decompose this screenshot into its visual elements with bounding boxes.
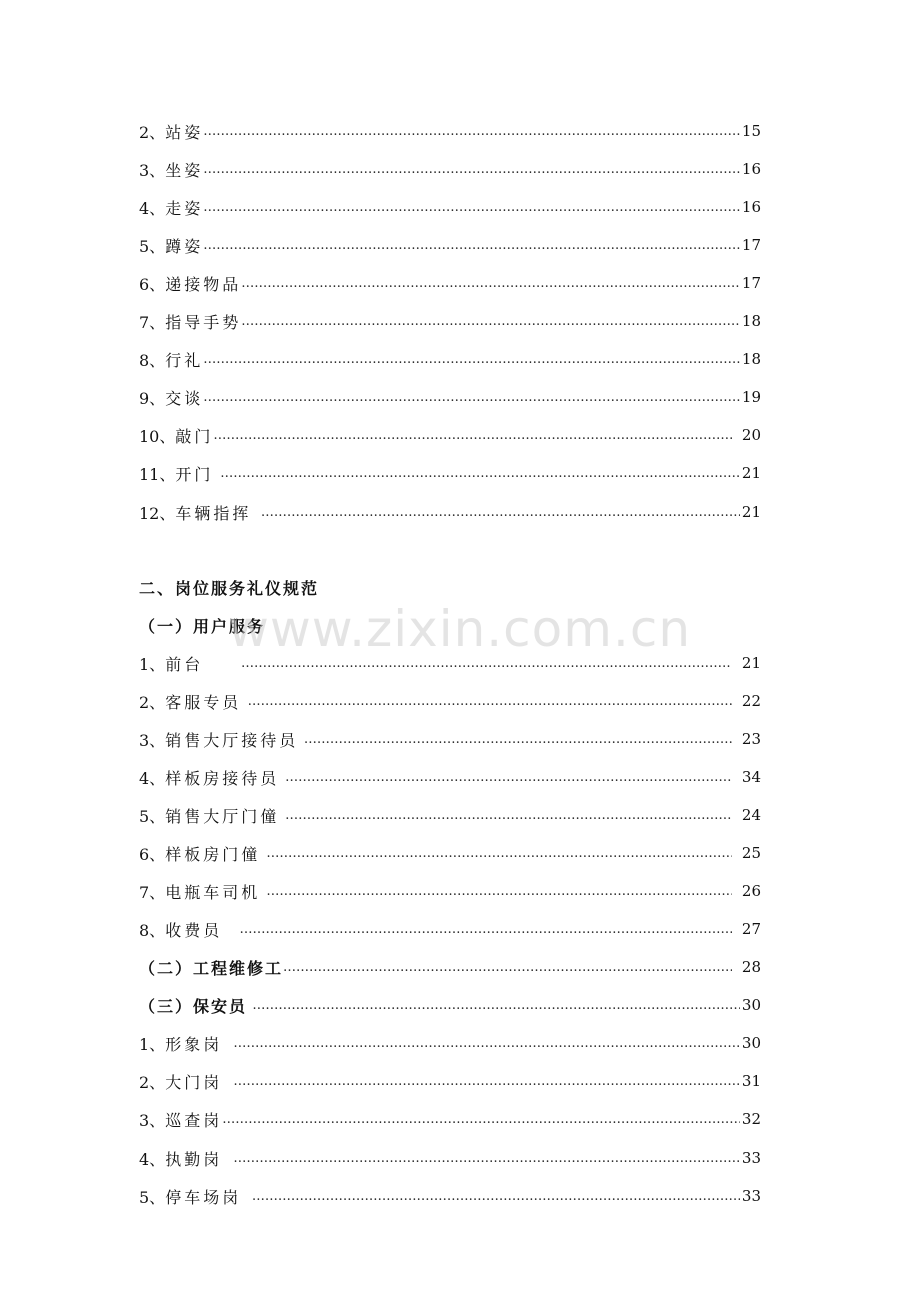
toc-entry-number: 6、 [139, 844, 166, 864]
subsection-heading[interactable]: （一）用户服务 [139, 616, 266, 636]
toc-leader-dots [203, 352, 740, 367]
toc-entry[interactable] [139, 1066, 761, 1096]
toc-entry[interactable] [139, 1028, 761, 1058]
toc-leader-dots [203, 390, 740, 405]
toc-entry[interactable] [139, 420, 761, 450]
toc-entry-number: 5、 [139, 1187, 166, 1207]
toc-entry-number: 9、 [139, 388, 166, 408]
toc-entry[interactable] [139, 800, 761, 830]
toc-entry-page: 26 [741, 882, 761, 900]
toc-entry[interactable] [139, 648, 761, 678]
toc-entry-number: 2、 [139, 692, 166, 712]
toc-entry-title: 敲门 [175, 426, 214, 446]
toc-entry-page: 22 [741, 692, 761, 710]
toc-leader-dots [283, 960, 732, 975]
toc-leader-dots [261, 505, 740, 520]
toc-entry-page: 21 [741, 654, 761, 672]
toc-entry-page: 21 [741, 503, 761, 521]
toc-entry-number: 4、 [139, 198, 166, 218]
toc-entry-page: 28 [741, 958, 761, 976]
toc-entry-number: 5、 [139, 806, 166, 826]
toc-entry-number: 6、 [139, 274, 166, 294]
toc-entry-page: 33 [741, 1187, 761, 1205]
toc-entry-number: 3、 [139, 160, 166, 180]
toc-leader-dots [248, 694, 732, 709]
toc-entry-number: 5、 [139, 236, 166, 256]
toc-entry[interactable] [139, 497, 761, 527]
toc-leader-dots [252, 1189, 740, 1204]
toc-leader-dots [213, 428, 732, 443]
watermark: www.zixin.com.cn [228, 600, 692, 658]
toc-entry[interactable] [139, 686, 761, 716]
toc-leader-dots [220, 466, 740, 481]
toc-entry-page: 21 [741, 464, 761, 482]
toc-entry-title: 电瓶车司机 [165, 882, 261, 902]
toc-entry-page: 18 [741, 312, 761, 330]
toc-entry-page: 23 [741, 730, 761, 748]
toc-entry-page: 30 [741, 1034, 761, 1052]
section-heading[interactable]: 二、岗位服务礼仪规范 [139, 578, 320, 598]
toc-entry[interactable] [139, 268, 761, 298]
toc-entry-subsection[interactable] [139, 952, 761, 982]
toc-entry-title: 指导手势 [165, 312, 242, 332]
toc-entry-number: 3、 [139, 730, 166, 750]
toc-entry-page: 17 [741, 274, 761, 292]
toc-entry-number: 1、 [139, 1034, 166, 1054]
toc-entry-page: 17 [741, 236, 761, 254]
toc-entry-page: 27 [741, 920, 761, 938]
toc-entry-title: 前台 [165, 654, 204, 674]
toc-entry-number: 4、 [139, 1149, 166, 1169]
toc-leader-dots [241, 276, 740, 291]
toc-entry-number: 3、 [139, 1110, 166, 1130]
toc-entry[interactable] [139, 230, 761, 260]
toc-entry-title: 执勤岗 [165, 1149, 223, 1169]
toc-leader-dots [241, 314, 740, 329]
toc-entry-title: 车辆指挥 [175, 503, 252, 523]
toc-entry[interactable] [139, 1143, 761, 1173]
toc-entry[interactable] [139, 838, 761, 868]
toc-entry[interactable] [139, 116, 761, 146]
toc-entry[interactable] [139, 762, 761, 792]
toc-entry[interactable] [139, 1104, 761, 1134]
toc-entry-title: 收费员 [165, 920, 223, 940]
toc-entry[interactable] [139, 1181, 761, 1211]
toc-leader-dots [266, 884, 732, 899]
toc-entry-title: 走姿 [165, 198, 204, 218]
toc-entry-subsection[interactable] [139, 990, 761, 1020]
toc-leader-dots [252, 998, 740, 1013]
toc-leader-dots [233, 1036, 740, 1051]
toc-entry[interactable] [139, 192, 761, 222]
toc-entry[interactable] [139, 876, 761, 906]
toc-entry-title: 销售大厅门僮 [165, 806, 280, 826]
toc-entry-page: 16 [741, 198, 761, 216]
toc-entry-number: 7、 [139, 882, 166, 902]
toc-entry-page: 16 [741, 160, 761, 178]
toc-entry-page: 24 [741, 806, 761, 824]
toc-entry-title: 坐姿 [165, 160, 204, 180]
toc-entry-title: 停车场岗 [165, 1187, 242, 1207]
toc-entry-number: 4、 [139, 768, 166, 788]
toc-entry-number: 7、 [139, 312, 166, 332]
toc-leader-dots [240, 922, 732, 937]
toc-entry-title: 客服专员 [165, 692, 242, 712]
toc-entry-title: 样板房门僮 [165, 844, 261, 864]
toc-entry-title: 样板房接待员 [165, 768, 280, 788]
toc-entry[interactable] [139, 306, 761, 336]
toc-leader-dots [222, 1112, 740, 1127]
toc-leader-dots [241, 656, 732, 671]
toc-entry[interactable] [139, 344, 761, 374]
toc-leader-dots [203, 124, 740, 139]
toc-entry[interactable] [139, 382, 761, 412]
toc-entry-page: 32 [741, 1110, 761, 1128]
toc-leader-dots [203, 162, 740, 177]
toc-entry-page: 31 [741, 1072, 761, 1090]
toc-entry-number: 10、 [139, 426, 176, 446]
toc-leader-dots [285, 808, 732, 823]
toc-leader-dots [304, 732, 732, 747]
toc-entry-title: 递接物品 [165, 274, 242, 294]
toc-entry-title: 站姿 [165, 122, 204, 142]
toc-entry-number: 8、 [139, 920, 166, 940]
toc-entry-number: 1、 [139, 654, 166, 674]
toc-leader-dots [266, 846, 732, 861]
toc-entry-page: 19 [741, 388, 761, 406]
toc-entry-title: 形象岗 [165, 1034, 223, 1054]
toc-entry-page: 18 [741, 350, 761, 368]
toc-entry-number: 8、 [139, 350, 166, 370]
toc-entry-title: （二）工程维修工 [139, 958, 284, 978]
toc-leader-dots [285, 770, 732, 785]
toc-entry-title: 销售大厅接待员 [165, 730, 299, 750]
toc-entry-title: 巡查岗 [165, 1110, 223, 1130]
toc-entry-title: 行礼 [165, 350, 204, 370]
toc-entry-page: 34 [741, 768, 761, 786]
toc-entry-title: 大门岗 [165, 1072, 223, 1092]
toc-leader-dots [233, 1074, 740, 1089]
toc-entry[interactable] [139, 154, 761, 184]
toc-entry-number: 2、 [139, 122, 166, 142]
toc-entry-page: 30 [741, 996, 761, 1014]
toc-entry-title: （三）保安员 [139, 996, 248, 1016]
toc-entry-title: 开门 [175, 464, 214, 484]
toc-entry-page: 15 [741, 122, 761, 140]
toc-leader-dots [203, 200, 740, 215]
toc-entry-number: 2、 [139, 1072, 166, 1092]
toc-entry[interactable] [139, 914, 761, 944]
toc-entry[interactable] [139, 724, 761, 754]
toc-entry-page: 33 [741, 1149, 761, 1167]
toc-leader-dots [203, 238, 740, 253]
toc-entry-title: 交谈 [165, 388, 204, 408]
toc-entry-number: 12、 [139, 503, 176, 523]
toc-entry-page: 25 [741, 844, 761, 862]
toc-entry-number: 11、 [139, 464, 176, 484]
toc-leader-dots [233, 1151, 740, 1166]
toc-entry-page: 20 [741, 426, 761, 444]
toc-entry[interactable] [139, 458, 761, 488]
toc-entry-title: 蹲姿 [165, 236, 204, 256]
